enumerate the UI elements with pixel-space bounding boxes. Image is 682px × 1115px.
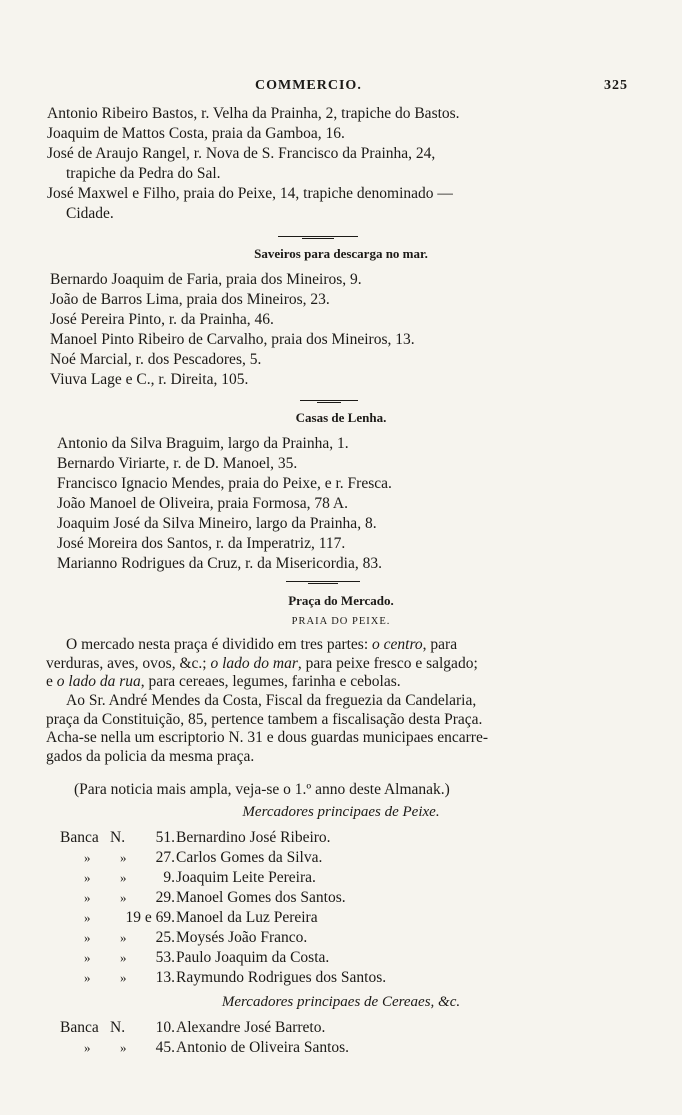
list-item: José Maxwel e Filho, praia do Peixe, 14, trapiche denominado —	[47, 185, 453, 202]
list-item: José de Araujo Rangel, r. Nova de S. Francisco da Prainha, 24,	[47, 145, 436, 162]
list-item: José Moreira dos Santos, r. da Imperatriz, 117.	[57, 535, 346, 552]
stall-number: 19 e 69.	[125, 909, 175, 926]
mercado-description	[46, 636, 632, 692]
table-row	[60, 968, 620, 988]
paragraph-line: praça da Constituição, 85, pertence tambem a fiscalisação desta Praça.	[46, 710, 483, 728]
stall-label: Banca	[60, 829, 99, 846]
list-item: João de Barros Lima, praia dos Mineiros, 23.	[50, 291, 330, 308]
section-divider	[300, 400, 358, 401]
stall-number: 51.	[155, 829, 175, 846]
list-item-continuation: trapiche da Pedra do Sal.	[66, 165, 221, 182]
stall-label: Banca	[60, 1019, 99, 1036]
table-row	[60, 848, 620, 868]
table-row	[60, 948, 620, 968]
merchant-name: Manoel da Luz Pereira	[176, 909, 318, 926]
stall-number: 10.	[155, 1019, 175, 1036]
section-divider	[286, 581, 360, 582]
table-row	[60, 888, 620, 908]
stall-number: 25.	[155, 929, 175, 946]
merchant-name: Alexandre José Barreto.	[176, 1019, 326, 1036]
ditto-mark: »	[84, 910, 91, 925]
page-number: 325	[604, 78, 628, 93]
ditto-mark: »	[84, 950, 91, 965]
paragraph-line: verduras, aves, ovos, &c.; o lado do mar, para peixe fresco e salgado;	[46, 654, 478, 672]
list-item: Viuva Lage e C., r. Direita, 105.	[50, 371, 249, 388]
section-heading-mercado: Praça do Mercado.	[288, 593, 394, 608]
list-item: Antonio Ribeiro Bastos, r. Velha da Prainha, 2, trapiche do Bastos.	[47, 105, 460, 122]
list-item: Bernardo Joaquim de Faria, praia dos Mineiros, 9.	[50, 271, 362, 288]
stall-number-label: N.	[110, 829, 126, 846]
paragraph-line: Acha-se nella um escriptorio N. 31 e dous guardas municipaes encarre-	[46, 729, 489, 746]
ditto-mark: »	[84, 870, 91, 885]
list-item: Joaquim José da Silva Mineiro, largo da Prainha, 8.	[57, 515, 377, 532]
ditto-mark: »	[120, 970, 127, 985]
section-divider	[278, 236, 358, 237]
section-heading-casas-lenha: Casas de Lenha.	[295, 410, 387, 425]
stall-number: 53.	[155, 949, 175, 966]
ditto-mark: »	[84, 850, 91, 865]
table-row	[60, 908, 620, 928]
list-item: Manoel Pinto Ribeiro de Carvalho, praia dos Mineiros, 13.	[50, 331, 415, 348]
ditto-mark: »	[120, 950, 127, 965]
stall-number: 13.	[155, 969, 175, 986]
section-subheading: PRAIA DO PEIXE.	[291, 616, 391, 627]
list-item: Francisco Ignacio Mendes, praia do Peixe, e r. Fresca.	[57, 475, 392, 492]
stall-number: 9.	[163, 869, 175, 886]
paragraph-line: gados da policia da mesma praça.	[46, 747, 255, 765]
table-row	[60, 928, 620, 948]
list-item-continuation: Cidade.	[66, 205, 114, 222]
ditto-mark: »	[84, 1040, 91, 1055]
merchant-name: Antonio de Oliveira Santos.	[176, 1039, 350, 1056]
table-row	[60, 828, 620, 848]
ditto-mark: »	[120, 850, 127, 865]
ditto-mark: »	[120, 870, 127, 885]
list-item: Joaquim de Mattos Costa, praia da Gamboa, 16.	[47, 125, 345, 142]
list-item: Antonio da Silva Braguim, largo da Prainha, 1.	[57, 435, 349, 452]
merchant-name: Bernardino José Ribeiro.	[176, 829, 331, 846]
ditto-mark: »	[84, 930, 91, 945]
ditto-mark: »	[84, 890, 91, 905]
merchant-name: Raymundo Rodrigues dos Santos.	[176, 969, 387, 986]
paragraph-line: e o lado da rua, para cereaes, legumes, farinha e cebolas.	[46, 673, 401, 690]
paragraph-line: O mercado nesta praça é dividido em tres partes: o centro, para	[66, 636, 458, 653]
ditto-mark: »	[84, 970, 91, 985]
merchant-name: Carlos Gomes da Silva.	[176, 849, 323, 866]
merchant-name: Manoel Gomes dos Santos.	[176, 889, 346, 906]
table-row	[60, 1018, 620, 1038]
list-item: João Manoel de Oliveira, praia Formosa, 78 A.	[57, 495, 348, 512]
ditto-mark: »	[120, 890, 127, 905]
mercado-fiscal-paragraph	[46, 692, 632, 766]
section-heading-cereaes: Mercadores principaes de Cereaes, &c.	[221, 994, 461, 1010]
section-heading-peixe: Mercadores principaes de Peixe.	[242, 804, 440, 820]
merchant-name: Joaquim Leite Pereira.	[176, 869, 316, 886]
stall-number: 45.	[155, 1039, 175, 1056]
table-row	[60, 868, 620, 888]
stall-number: 29.	[155, 889, 175, 906]
reference-note: (Para noticia mais ampla, veja-se o 1.º anno deste Almanak.)	[74, 781, 450, 798]
merchant-name: Moysés João Franco.	[176, 929, 308, 946]
list-item: Noé Marcial, r. dos Pescadores, 5.	[50, 351, 262, 368]
merchant-name: Paulo Joaquim da Costa.	[176, 949, 330, 966]
list-item: José Pereira Pinto, r. da Prainha, 46.	[50, 311, 274, 328]
stall-number-label: N.	[110, 1019, 126, 1036]
ditto-mark: »	[120, 1040, 127, 1055]
running-title: COMMERCIO.	[255, 78, 362, 93]
list-item: Marianno Rodrigues da Cruz, r. da Misericordia, 83.	[57, 555, 382, 572]
stall-number: 27.	[155, 849, 175, 866]
ditto-mark: »	[120, 930, 127, 945]
table-row	[60, 1038, 620, 1058]
section-heading-saveiros: Saveiros para descarga no mar.	[254, 246, 428, 261]
list-item: Bernardo Viriarte, r. de D. Manoel, 35.	[57, 455, 298, 472]
paragraph-line: Ao Sr. André Mendes da Costa, Fiscal da freguezia da Candelaria,	[66, 692, 477, 709]
